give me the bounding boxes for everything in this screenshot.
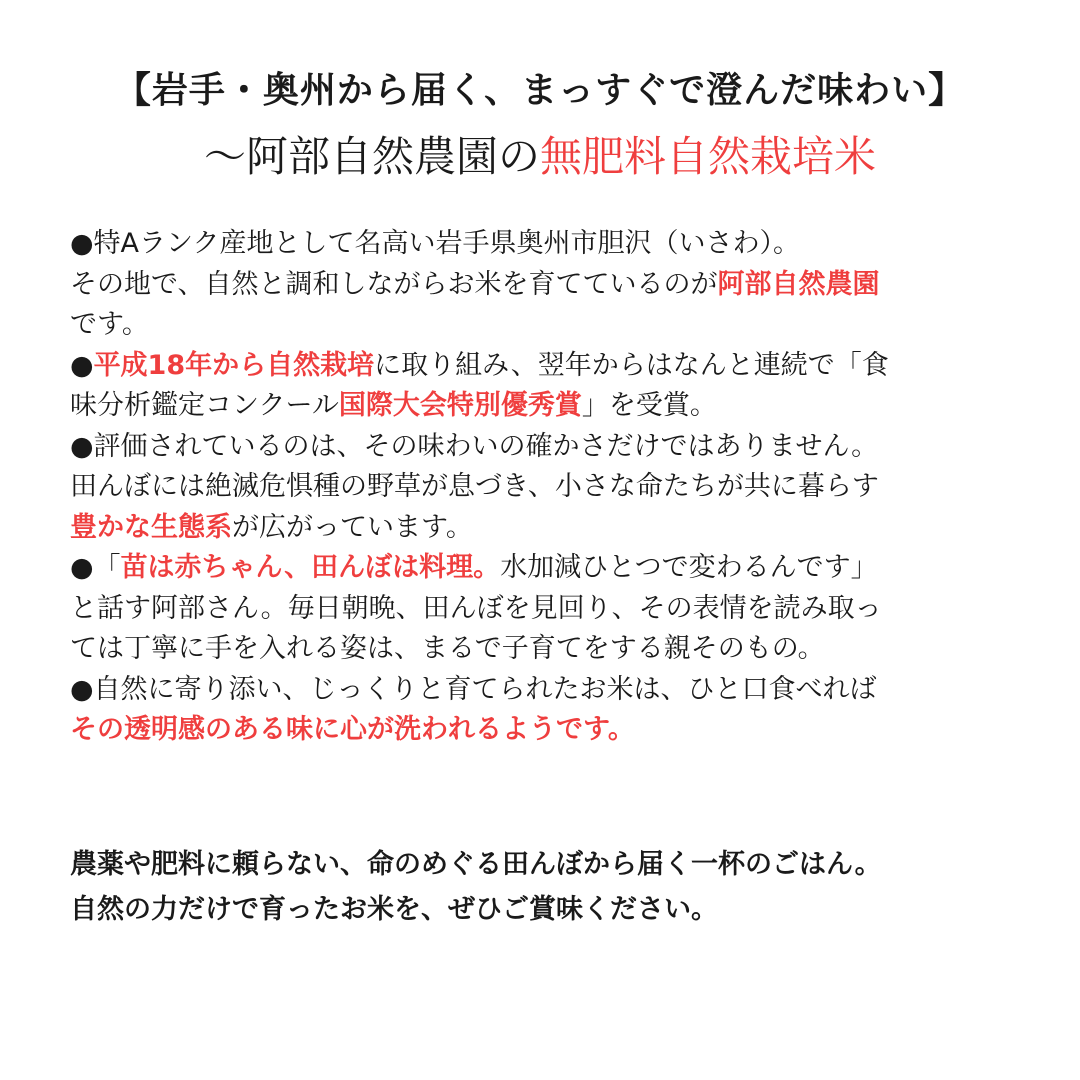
- body-line: [70, 710, 1050, 751]
- body-line: [70, 265, 1050, 306]
- body-line: ●評価されているのは、その味わいの確かさだけではありません。: [70, 430, 879, 462]
- subhead-prefix: ～阿部自然農園の: [203, 132, 540, 181]
- body-line: です。: [70, 309, 149, 340]
- highlight-taste: その透明感のある味に心が洗われるようです。: [70, 714, 635, 745]
- closing-line: 農薬や肥料に頼らない、命のめぐる田んぼから届く一杯のごはん。: [70, 849, 882, 880]
- body-text: [70, 224, 1050, 751]
- subhead-highlight: 無肥料自然栽培米: [540, 132, 877, 181]
- highlight-farm-name: 阿部自然農園: [717, 268, 880, 300]
- closing-line: 自然の力だけで育ったお米を、ぜひご賞味ください。: [70, 894, 718, 925]
- highlight-ecosystem: 豊かな生態系: [70, 511, 232, 543]
- body-text-segment: ●「: [70, 552, 121, 583]
- body-line: [70, 548, 1050, 589]
- body-text-segment: 味分析鑑定コンクール: [70, 390, 339, 421]
- body-line: [70, 508, 1050, 549]
- body-text-segment: 水加減ひとつで変わるんです」: [500, 552, 878, 583]
- highlight-since-year: 平成18年から自然栽培: [93, 349, 375, 381]
- body-line: ●自然に寄り添い、じっくりと育てられたお米は、ひと口食べれば: [70, 673, 877, 705]
- bullet: ●: [70, 349, 94, 381]
- highlight-quote: 苗は赤ちゃん、田んぼは料理。: [120, 552, 501, 583]
- body-line: [70, 386, 1050, 427]
- highlight-award: 国際大会特別優秀賞: [338, 390, 582, 421]
- body-text-segment: が広がっています。: [232, 511, 473, 543]
- closing-message: [70, 842, 1050, 932]
- body-line: ては丁寧に手を入れる姿は、まるで子育てをする親そのもの。: [70, 633, 825, 664]
- body-line: [70, 346, 1050, 387]
- body-text-segment: 」を受賞。: [581, 390, 717, 421]
- subhead: [0, 124, 1080, 184]
- body-line: と話す阿部さん。毎日朝晩、田んぼを見回り、その表情を読み取っ: [70, 592, 882, 624]
- body-text-segment: に取り組み、翌年からはなんと連続で「食: [374, 349, 889, 381]
- body-line: 田んぼには絶滅危惧種の野草が息づき、小さな命たちが共に暮らす: [70, 471, 879, 502]
- body-line: ●特Aランク産地として名高い岩手県奥州市胆沢（いさわ）。: [70, 228, 800, 259]
- body-text-segment: その地で、自然と調和しながらお米を育てているのが: [70, 268, 718, 300]
- headline: 【岩手・奥州から届く、まっすぐで澄んだ味わい】: [114, 70, 966, 111]
